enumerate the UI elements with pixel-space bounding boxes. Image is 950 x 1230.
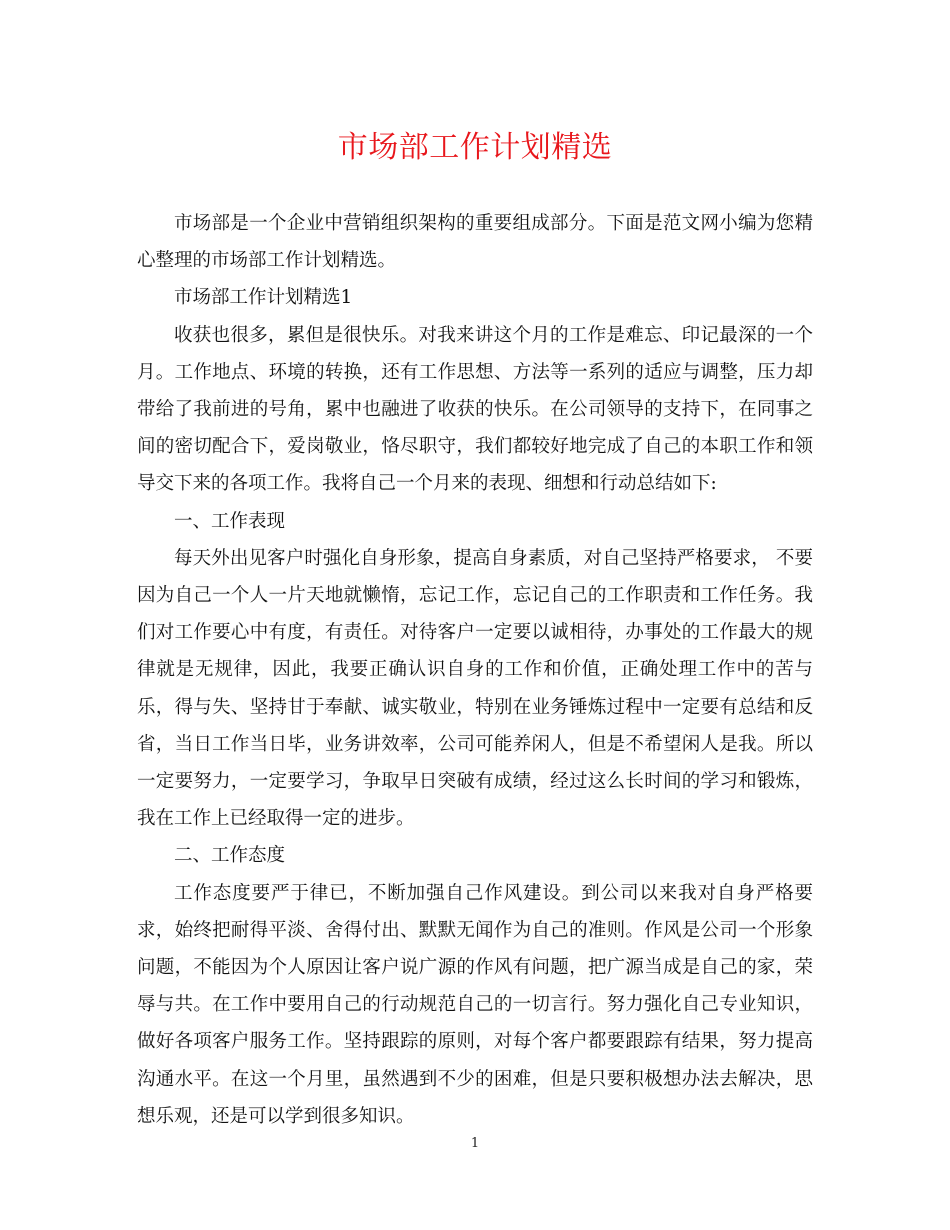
work-attitude-paragraph: 工作态度要严于律已，不断加强自己作风建设。到公司以来我对自身严格要求，始终把耐得平淡、舍得付出、默默无闻作为自己的准则。作风是公司一个形象问题，不能因为个人原因让客户说广源的作风有问题，把广源当成是自己的家，荣辱与共。在工作中要用自己的行动规范自己的一切言行。努力强化自己专业知识，做好各项客户服务工作。坚持跟踪的原则，对每个客户都要跟踪有结果，努力提高沟通水平。在这一个月里，虽然遇到不少的困难，但是只要积极想办法去解决，思想乐观，还是可以学到很多知识。 xyxy=(137,882,813,1127)
intro-paragraph: 市场部是一个企业中营销组织架构的重要组成部分。下面是范文网小编为您精心整理的市场部工作计划精选。 xyxy=(137,213,813,272)
section-heading-plan-1: 市场部工作计划精选1 xyxy=(174,287,353,309)
summary-paragraph: 收获也很多，累但是很快乐。对我来讲这个月的工作是难忘、印记最深的一个月。工作地点、环境的转换，还有工作思想、方法等一系列的适应与调整，压力却带给了我前进的号角，累中也融进了收获的快乐。在公司领导的支持下，在同事之间的密切配合下，爱岗敬业，恪尽职守，我们都较好地完成了自己的本职工作和领导交下来的各项工作。我将自己一个月来的表现、细想和行动总结如下: xyxy=(137,324,813,495)
section-heading-work-attitude: 二、工作态度 xyxy=(174,845,286,867)
document-title: 市场部工作计划精选 xyxy=(337,130,613,165)
document-body xyxy=(137,205,813,1135)
work-performance-paragraph: 每天外出见客户时强化自身形象，提高自身素质，对自己坚持严格要求， 不要因为自己一个人一片天地就懒惰，忘记工作，忘记自己的工作职责和工作任务。我们对工作要心中有度，有责任。对待客户一定要以诚相待，办事处的工作最大的规律就是无规律，因此，我要正确认识自身的工作和价值，正确处理工作中的苦与乐，得与失、坚持甘于奉献、诚实敬业，特别在业务锤炼过程中一定要有总结和反省，当日工作当日毕，业务讲效率，公司可能养闲人，但是不希望闲人是我。所以一定要努力，一定要学习，争取早日突破有成绩，经过这么长时间的学习和锻炼，我在工作上已经取得一定的进步。 xyxy=(137,547,813,830)
page-number: 1 xyxy=(470,1136,480,1151)
section-heading-work-performance: 一、工作表现 xyxy=(174,510,286,532)
